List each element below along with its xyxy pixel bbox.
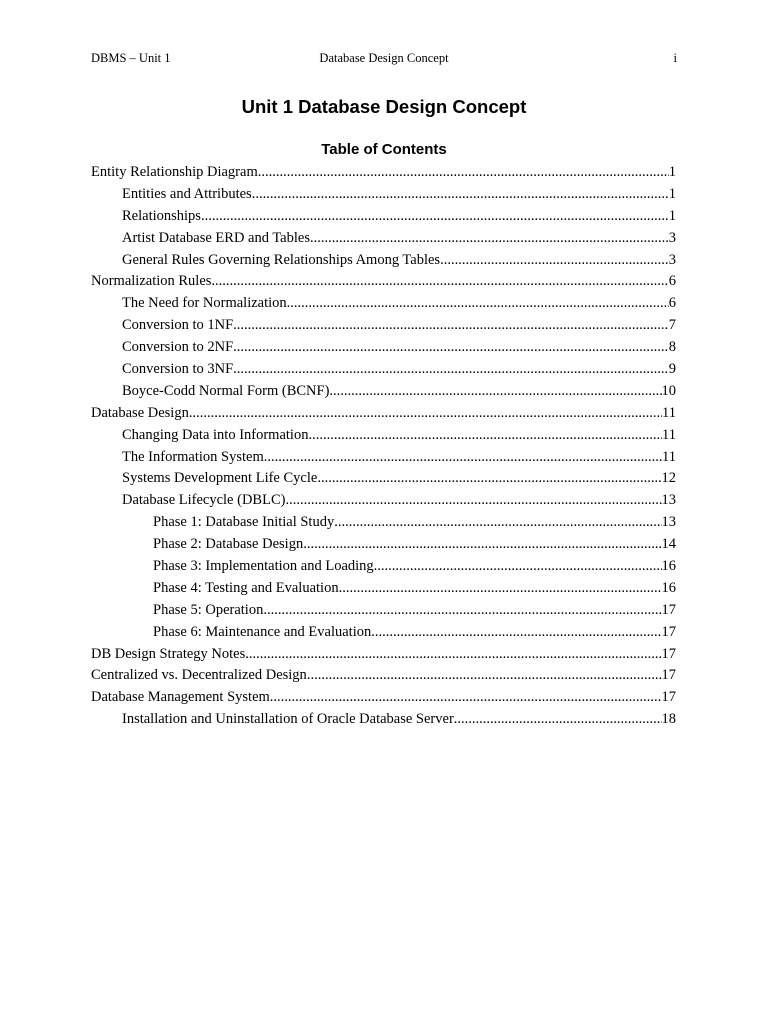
toc-entry[interactable] [91, 381, 676, 403]
toc-entry-title[interactable]: Relationships [122, 207, 201, 224]
toc-dot-leader [211, 271, 668, 293]
toc-entry[interactable] [91, 206, 676, 228]
toc-entry-page-number[interactable]: 1 [668, 164, 676, 180]
toc-entry-title[interactable]: Phase 4: Testing and Evaluation [153, 579, 339, 596]
toc-entry[interactable] [91, 359, 676, 381]
header-page-number: i [673, 51, 677, 65]
toc-heading: Table of Contents [321, 141, 447, 158]
toc-dot-leader [263, 600, 661, 622]
header-center-text: Database Design Concept [319, 51, 449, 65]
toc-dot-leader [287, 293, 669, 315]
toc-entry[interactable] [91, 468, 676, 490]
toc-entry-page-number[interactable]: 3 [668, 229, 676, 246]
toc-dot-leader [233, 359, 669, 381]
toc-entry-page-number[interactable]: 17 [661, 667, 676, 684]
toc-entry[interactable] [91, 490, 676, 512]
toc-entry-title[interactable]: Phase 6: Maintenance and Evaluation [153, 623, 372, 640]
toc-entry[interactable] [91, 600, 676, 622]
toc-entry-title[interactable]: Database Design [91, 404, 189, 421]
toc-dot-leader [285, 490, 661, 512]
toc-dot-leader [317, 468, 661, 490]
toc-entry[interactable] [91, 271, 676, 293]
toc-entry[interactable] [91, 184, 676, 206]
toc-entry-page-number[interactable]: 18 [661, 711, 676, 728]
toc-entry-page-number[interactable]: 11 [662, 448, 676, 465]
toc-entry[interactable] [91, 162, 676, 184]
document-title: Unit 1 Database Design Concept [241, 96, 527, 117]
toc-dot-leader [374, 556, 662, 578]
toc-entry-page-number[interactable]: 16 [661, 579, 676, 596]
toc-entry-page-number[interactable]: 1 [668, 207, 676, 224]
toc-dot-leader [270, 687, 662, 709]
toc-entry-title[interactable]: Phase 3: Implementation and Loading [153, 558, 374, 575]
toc-dot-leader [440, 250, 669, 272]
toc-entry[interactable] [91, 228, 676, 250]
toc-entry[interactable] [91, 315, 676, 337]
toc-entry[interactable] [91, 534, 676, 556]
toc-entry-page-number[interactable]: 14 [661, 536, 676, 553]
toc-entry-title[interactable]: The Need for Normalization [122, 295, 287, 312]
toc-dot-leader [303, 534, 661, 556]
toc-entry-page-number[interactable]: 7 [668, 317, 676, 334]
header-left-text: DBMS – Unit 1 [91, 51, 171, 65]
toc-entry-title[interactable]: Database Management System [91, 689, 270, 706]
toc-dot-leader [307, 665, 662, 687]
toc-entry-page-number[interactable]: 9 [668, 361, 676, 378]
toc-entry[interactable] [91, 709, 676, 731]
toc-dot-leader [308, 425, 662, 447]
toc-entry-title[interactable]: Database Lifecycle (DBLC) [122, 492, 286, 509]
toc-entry-page-number[interactable]: 13 [661, 492, 676, 509]
toc-entry-page-number[interactable]: 8 [668, 339, 676, 356]
toc-entry-page-number[interactable]: 17 [661, 623, 676, 640]
toc-entry[interactable] [91, 687, 676, 709]
toc-entry-title[interactable]: Phase 5: Operation [153, 601, 264, 618]
toc-entry-title[interactable]: Phase 2: Database Design [153, 536, 304, 553]
toc-dot-leader [189, 403, 662, 425]
toc-dot-leader [245, 644, 661, 666]
toc-entry-page-number[interactable]: 10 [661, 382, 676, 399]
toc-entry-title[interactable]: Conversion to 2NF [122, 339, 234, 356]
toc-dot-leader [233, 315, 669, 337]
toc-entry-page-number[interactable]: 6 [668, 273, 676, 290]
toc-dot-leader [252, 184, 669, 206]
toc-entry[interactable] [91, 578, 676, 600]
toc-entry-title[interactable]: Changing Data into Information [122, 426, 309, 443]
toc-entry-title[interactable]: Boyce-Codd Normal Form (BCNF) [122, 382, 330, 399]
toc-entry[interactable] [91, 512, 676, 534]
toc-entry-page-number[interactable]: 11 [662, 426, 676, 443]
toc-entry[interactable] [91, 644, 676, 666]
toc-entry[interactable] [91, 337, 676, 359]
toc-entry-title[interactable]: Normalization Rules [91, 273, 212, 290]
toc-dot-leader [334, 512, 661, 534]
toc-entry-page-number[interactable]: 12 [661, 470, 676, 487]
toc-entry-title[interactable]: Phase 1: Database Initial Study [153, 514, 335, 531]
toc-entry[interactable] [91, 293, 676, 315]
table-of-contents [91, 162, 676, 731]
toc-entry-page-number[interactable]: 17 [661, 601, 676, 618]
toc-entry-page-number[interactable]: 13 [661, 514, 676, 531]
toc-entry[interactable] [91, 665, 676, 687]
toc-entry-title[interactable]: Conversion to 1NF [122, 317, 234, 334]
toc-dot-leader [233, 337, 669, 359]
toc-entry-page-number[interactable]: 6 [668, 295, 676, 312]
toc-entry[interactable] [91, 425, 676, 447]
toc-entry-page-number[interactable]: 17 [661, 689, 676, 706]
toc-entry-title[interactable]: Centralized vs. Decentralized Design [91, 667, 307, 684]
toc-entry-page-number[interactable]: 11 [662, 404, 676, 421]
toc-entry-page-number[interactable]: 1 [668, 185, 676, 202]
toc-entry[interactable] [91, 447, 676, 469]
toc-entry[interactable] [91, 403, 676, 425]
toc-entry-page-number[interactable]: 3 [668, 251, 676, 268]
toc-dot-leader [454, 709, 662, 731]
toc-dot-leader [201, 206, 669, 228]
toc-entry-title[interactable]: Installation and Uninstallation of Oracle Database Server [122, 711, 454, 728]
toc-dot-leader [329, 381, 661, 403]
toc-entry-page-number[interactable]: 17 [661, 645, 676, 662]
toc-entry[interactable] [91, 250, 676, 272]
toc-dot-leader [339, 578, 662, 600]
toc-entry-title[interactable]: Conversion to 3NF [122, 361, 234, 378]
toc-dot-leader [371, 622, 661, 644]
page-header [91, 51, 677, 69]
toc-entry-title[interactable]: Entities and Attributes [122, 185, 252, 202]
toc-entry-page-number[interactable]: 16 [661, 558, 676, 575]
toc-entry[interactable] [91, 622, 676, 644]
toc-entry[interactable] [91, 556, 676, 578]
toc-entry-title[interactable]: The Information System [122, 448, 264, 465]
toc-entry-title[interactable]: Entity Relationship Diagram [91, 164, 258, 180]
toc-entry-title[interactable]: Artist Database ERD and Tables [122, 229, 310, 246]
toc-dot-leader [310, 228, 669, 250]
toc-dot-leader [264, 447, 662, 469]
toc-entry-title[interactable]: DB Design Strategy Notes [91, 645, 246, 662]
toc-entry-title[interactable]: General Rules Governing Relationships Among Tables [122, 251, 441, 268]
toc-dot-leader [258, 162, 669, 184]
toc-entry-title[interactable]: Systems Development Life Cycle [122, 470, 318, 487]
